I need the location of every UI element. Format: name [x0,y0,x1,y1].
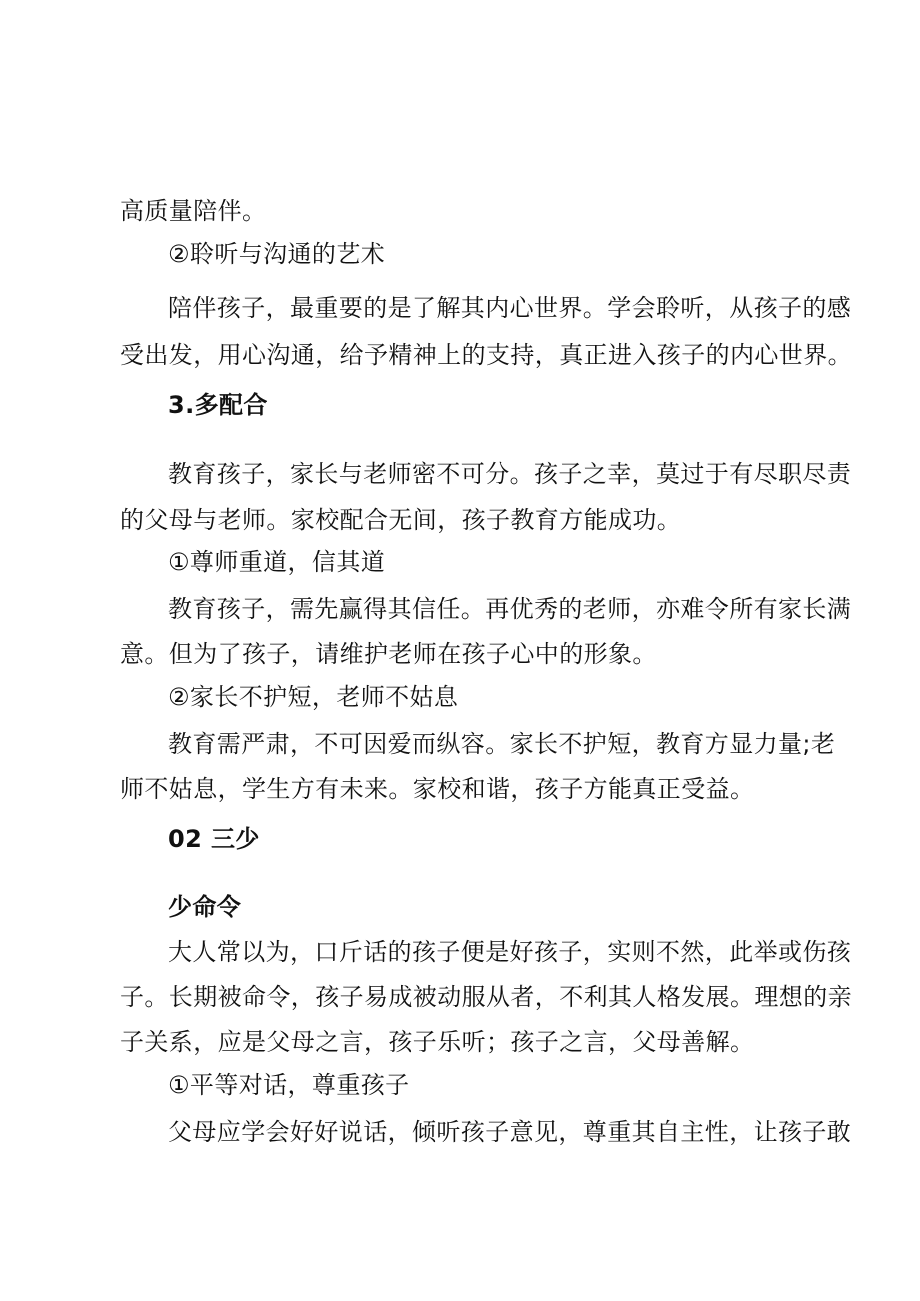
paragraph-line: 陪伴孩子，最重要的是了解其内心世界。学会聆听，从孩子的感 [168,294,852,322]
subheading-listening-communication: ②聆听与沟通的艺术 [168,240,386,268]
section-heading-cooperation: 3.多配合 [168,391,268,419]
paragraph-line: 父母应学会好好说话，倾听孩子意见，尊重其自主性，让孩子敢 [168,1118,852,1146]
subheading-equal-dialogue: ①平等对话，尊重孩子 [168,1071,410,1099]
paragraph-line: 子关系，应是父母之言，孩子乐听；孩子之言，父母善解。 [120,1028,755,1056]
paragraph-line: 子。长期被命令，孩子易成被动服从者，不利其人格发展。理想的亲 [120,983,852,1011]
section-heading-fewer-commands: 少命令 [168,893,242,921]
paragraph-line: 意。但为了孩子，请维护老师在孩子心中的形象。 [120,640,657,668]
paragraph-line: 教育孩子，需先赢得其信任。再优秀的老师，亦难令所有家长满 [168,595,852,623]
paragraph-line: 教育孩子，家长与老师密不可分。孩子之幸，莫过于有尽职尽责 [168,460,852,488]
section-heading-three-less: 02 三少 [168,825,260,853]
paragraph-line: 师不姑息，学生方有未来。家校和谐，孩子方能真正受益。 [120,775,755,803]
paragraph-line: 教育需严肃，不可因爱而纵容。家长不护短，教育方显力量;老 [168,730,836,758]
paragraph-line: 的父母与老师。家校配合无间，孩子教育方能成功。 [120,506,682,534]
paragraph-line: 大人常以为，口斤话的孩子便是好孩子，实则不然，此举或伤孩 [168,938,852,966]
paragraph-continuation: 高质量陪伴。 [120,197,267,225]
paragraph-line: 受出发，用心沟通，给予精神上的支持，真正进入孩子的内心世界。 [120,341,852,369]
subheading-no-indulgence: ②家长不护短，老师不姑息 [168,683,459,711]
subheading-respect-teachers: ①尊师重道，信其道 [168,548,386,576]
